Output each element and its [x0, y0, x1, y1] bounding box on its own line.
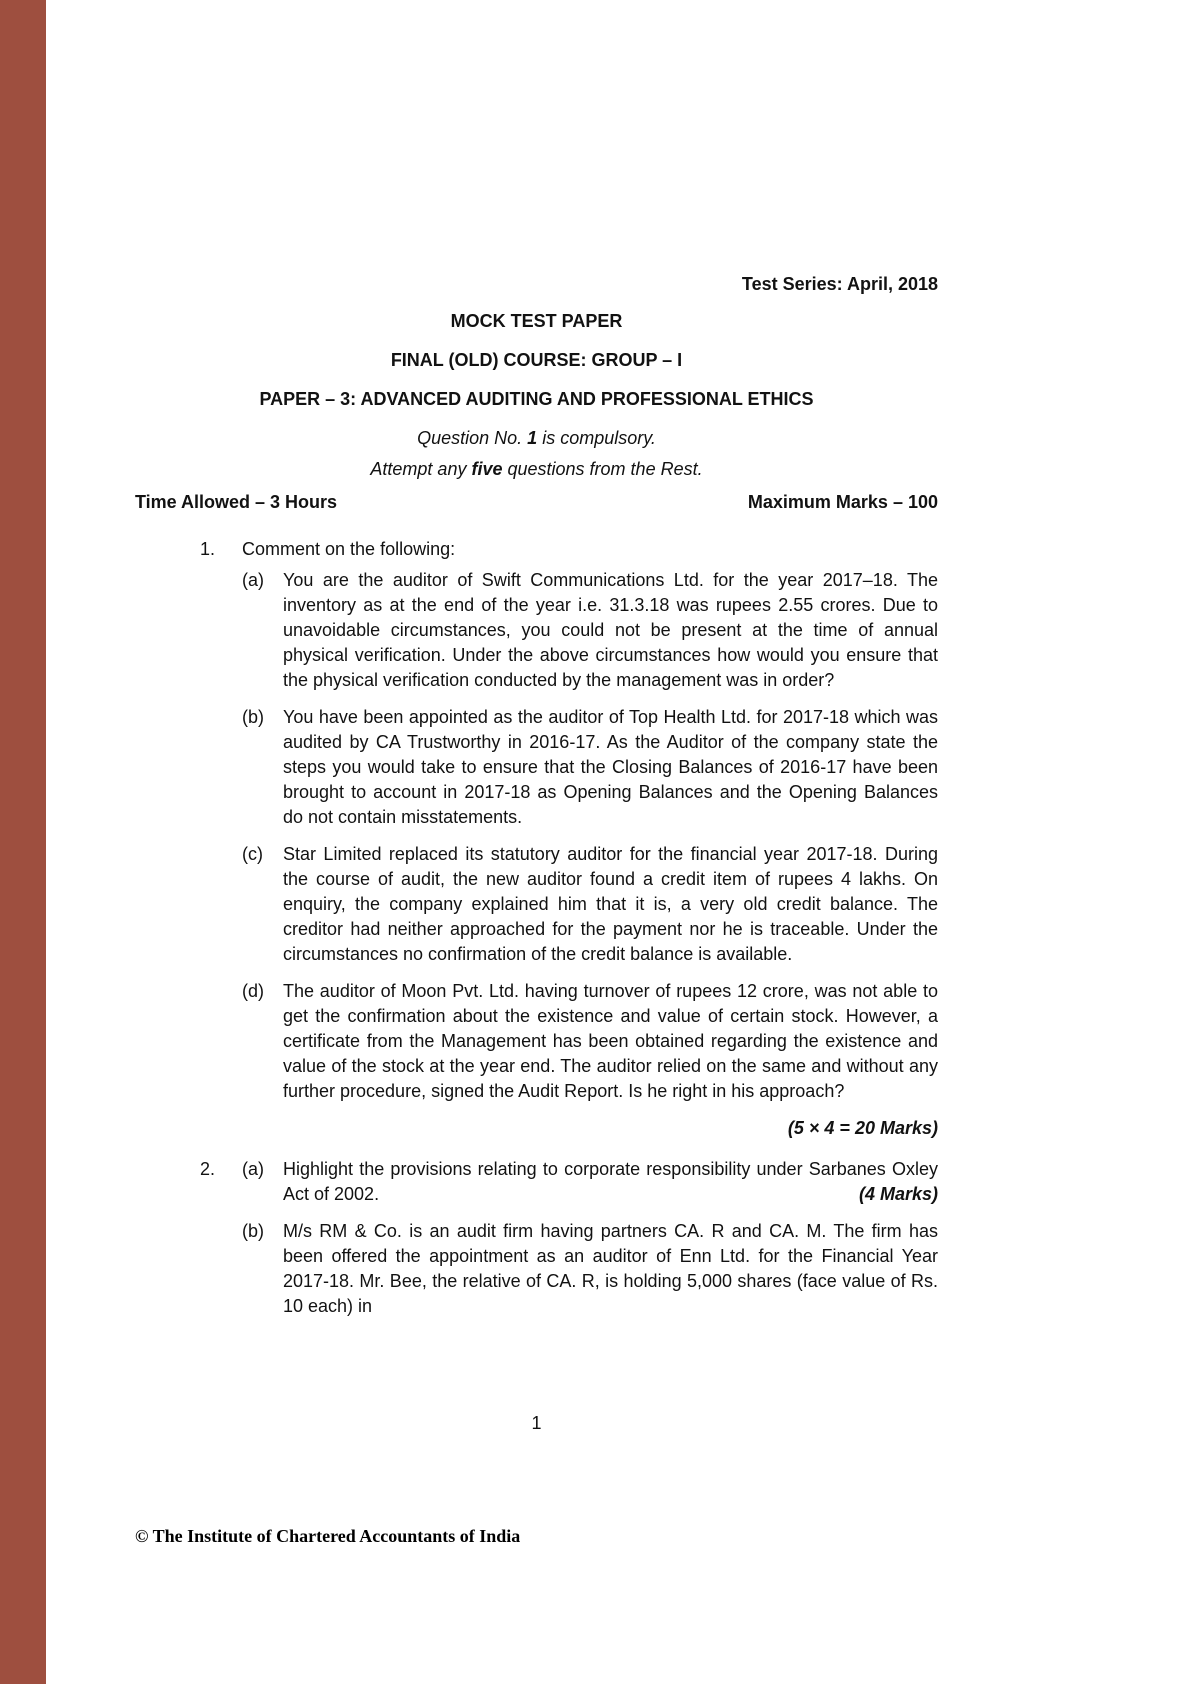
question-1a-text: You are the auditor of Swift Communications Ltd. for the year 2017–18. The inventory as at the end of the year i.e. 31.3.18 was rupees 2.55 crores. Due to unavoidable circumstances, you could not be present at the time of annual physical verification. Under the above circumstances how would you ensure that the physical verification conducted by the management was in order? — [283, 570, 938, 690]
question-1a — [242, 568, 938, 693]
test-series-label: Test Series: April, 2018 — [741, 274, 938, 294]
title-mock-test-paper: MOCK TEST PAPER — [450, 311, 623, 331]
question-1a-label: (a) — [242, 570, 264, 590]
question-1d-text: The auditor of Moon Pvt. Ltd. having turnover of rupees 12 crore, was not able to get the confirmation about the existence and value of certain stock. However, a certificate from the Management has been obtained regarding the existence and value of the stock at the year end. The auditor relied on the same and without any further procedure, signed the Audit Report. Is he right in his approach? — [283, 981, 938, 1101]
note-compulsory-number: 1 — [527, 428, 538, 448]
question-1-number: 1. — [200, 539, 216, 559]
question-1b — [242, 705, 938, 830]
title-course-group: FINAL (OLD) COURSE: GROUP – I — [390, 350, 683, 370]
time-allowed-label: Time Allowed – 3 Hours — [135, 492, 338, 512]
question-2a-text-body: Highlight the provisions relating to corporate responsibility under Sarbanes Oxley Act of 2002. — [283, 1159, 938, 1204]
question-1b-label: (b) — [242, 707, 264, 727]
note-attempt — [135, 457, 938, 482]
question-2a — [200, 1157, 938, 1207]
question-2a-label: (a) — [242, 1159, 264, 1179]
question-2a-text — [283, 1157, 938, 1207]
question-1d — [242, 979, 938, 1104]
page-content — [135, 0, 938, 1436]
note-attempt-count: five — [471, 459, 503, 479]
page-number: 1 — [531, 1413, 542, 1433]
question-2b — [242, 1219, 938, 1319]
exam-meta-row — [135, 490, 938, 515]
question-1c — [242, 842, 938, 967]
question-1-intro: Comment on the following: — [242, 539, 456, 559]
note-compulsory — [135, 426, 938, 451]
maximum-marks-label: Maximum Marks – 100 — [747, 492, 938, 512]
question-1c-label: (c) — [242, 844, 263, 864]
question-2b-label: (b) — [242, 1221, 264, 1241]
page-edge-strip — [0, 0, 46, 1684]
note-attempt-post: questions from the Rest. — [502, 459, 703, 479]
question-2a-marks: (4 Marks) — [858, 1184, 938, 1204]
question-1b-text: You have been appointed as the auditor of Top Health Ltd. for 2017-18 which was audited by CA Trustworthy in 2016-17. As the Auditor of the company state the steps you would take to ensure that the Closing Balances of 2016-17 have been brought to account in 2017-18 as Opening Balances and the Opening Balances do not contain misstatements. — [283, 707, 938, 827]
note-compulsory-pre: Question No. — [417, 428, 528, 448]
question-2b-text: M/s RM & Co. is an audit firm having partners CA. R and CA. M. The firm has been offered the appointment as an auditor of Enn Ltd. for the Financial Year 2017-18. Mr. Bee, the relative of CA. R, is holding 5,000 shares (face value of Rs. 10 each) in — [283, 1221, 938, 1316]
question-1c-text: Star Limited replaced its statutory auditor for the financial year 2017-18. During the course of audit, the new auditor found a credit item of rupees 4 lakhs. On enquiry, the company explained him that it is, a very old credit balance. The creditor had neither approached for the payment nor he is traceable. Under the circumstances no confirmation of the credit balance is available. — [283, 844, 938, 964]
note-attempt-pre: Attempt any — [370, 459, 472, 479]
question-1-header — [200, 537, 938, 562]
question-2-number: 2. — [200, 1159, 216, 1179]
copyright-footer: © The Institute of Chartered Accountants of India — [135, 1526, 521, 1546]
question-1-marks: (5 × 4 = 20 Marks) — [787, 1118, 938, 1138]
note-compulsory-post: is compulsory. — [537, 428, 656, 448]
title-paper-subject: PAPER – 3: ADVANCED AUDITING AND PROFESSIONAL ETHICS — [259, 389, 814, 409]
question-1d-label: (d) — [242, 981, 264, 1001]
